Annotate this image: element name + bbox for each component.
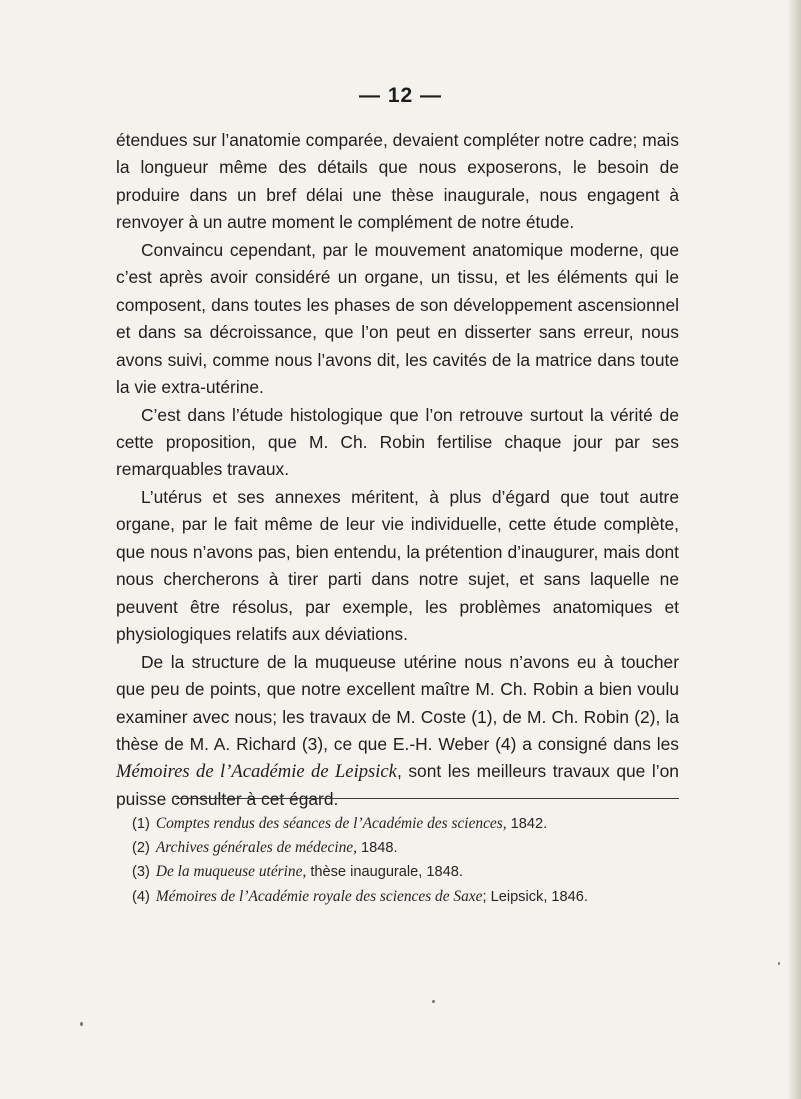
footnotes <box>132 812 692 909</box>
footnote-title: Mémoires de l’Académie royale des sciences de Saxe <box>155 887 483 905</box>
paper-speck <box>778 962 780 965</box>
paper-speck <box>432 1000 435 1003</box>
footnote-detail: thèse inaugurale, 1848. <box>306 864 463 881</box>
paragraph-3: C’est dans l’étude histologique que l’on retrouve surtout la vérité de cette proposition, que M. Ch. Robin fertilise chaque jour par ses remarquables travaux. <box>116 404 679 480</box>
footnote-2 <box>132 836 692 860</box>
paragraph-4: L’utérus et ses annexes méritent, à plus d’égard que tout autre organe, par le fait même de leur vie individuelle, cette étude complète, que nous n’avons pas, bien entendu, la prétention d’inaugurer, mais dont nous chercherons à tirer parti dans notre sujet, et sans laquelle ne peuvent être résolus, par exemple, les problèmes anatomiques et physiologiques relatifs aux déviations. <box>116 486 679 645</box>
footnote-1 <box>132 812 692 836</box>
paragraph-5-text: De la structure de la muqueuse utérine nous n’avons eu à toucher que peu de points, que notre excellent maître M. Ch. Robin a bien voulu examiner avec nous; les travaux de M. Coste (1), de M. Ch. Robin (2), la thèse de M. A. Richard (3), ce que E.-H. Weber (4) a consigné dans les <box>116 651 679 754</box>
footnote-detail: ; Leipsick, 1846. <box>482 888 588 905</box>
footnote-title: De la muqueuse utérine, <box>155 863 307 881</box>
footnote-number: (4) <box>132 888 150 905</box>
paragraph-2: Convaincu cependant, par le mouvement anatomique moderne, que c’est après avoir considéré un organe, un tissu, et les éléments qui le composent, dans toutes les phases de son développement ascensionnel et dans sa décroissance, que l’on peut en disserter sans erreur, nous avons suivi, comme nous l’avons dit, les cavités de la matrice dans toute la vie extra-utérine. <box>116 239 679 398</box>
page-number: — 12 — <box>358 84 443 107</box>
footnote-number: (1) <box>132 816 150 832</box>
paragraph-1: étendues sur l’anatomie comparée, devaient compléter notre cadre; mais la longueur même des détails que nous exposerons, le besoin de produire dans un bref délai une thèse inaugurale, nous engagent à renvoyer à un autre moment le complément de notre étude. <box>116 130 679 233</box>
paper-speck <box>80 1022 83 1026</box>
paragraph-5-italic-title: Mémoires de l’Académie de Leipsick <box>116 761 397 783</box>
paragraph-5 <box>116 649 679 814</box>
footnote-number: (3) <box>132 864 150 881</box>
footnote-number: (2) <box>132 840 150 857</box>
footnote-detail: 1842. <box>506 816 548 832</box>
footnote-title: Archives générales de médecine, <box>155 839 357 857</box>
page-edge-shadow <box>787 0 801 1099</box>
footnote-separator <box>176 798 679 799</box>
footnote-4 <box>132 885 692 909</box>
footnote-title: Comptes rendus des séances de l’Académie des sciences, <box>155 815 507 832</box>
footnote-3 <box>132 860 692 884</box>
body-text <box>116 127 679 813</box>
paragraph-5-end: , sont les meilleurs travaux que l’on puisse consulter à cet égard. <box>116 761 679 809</box>
footnote-detail: 1848. <box>356 840 398 857</box>
